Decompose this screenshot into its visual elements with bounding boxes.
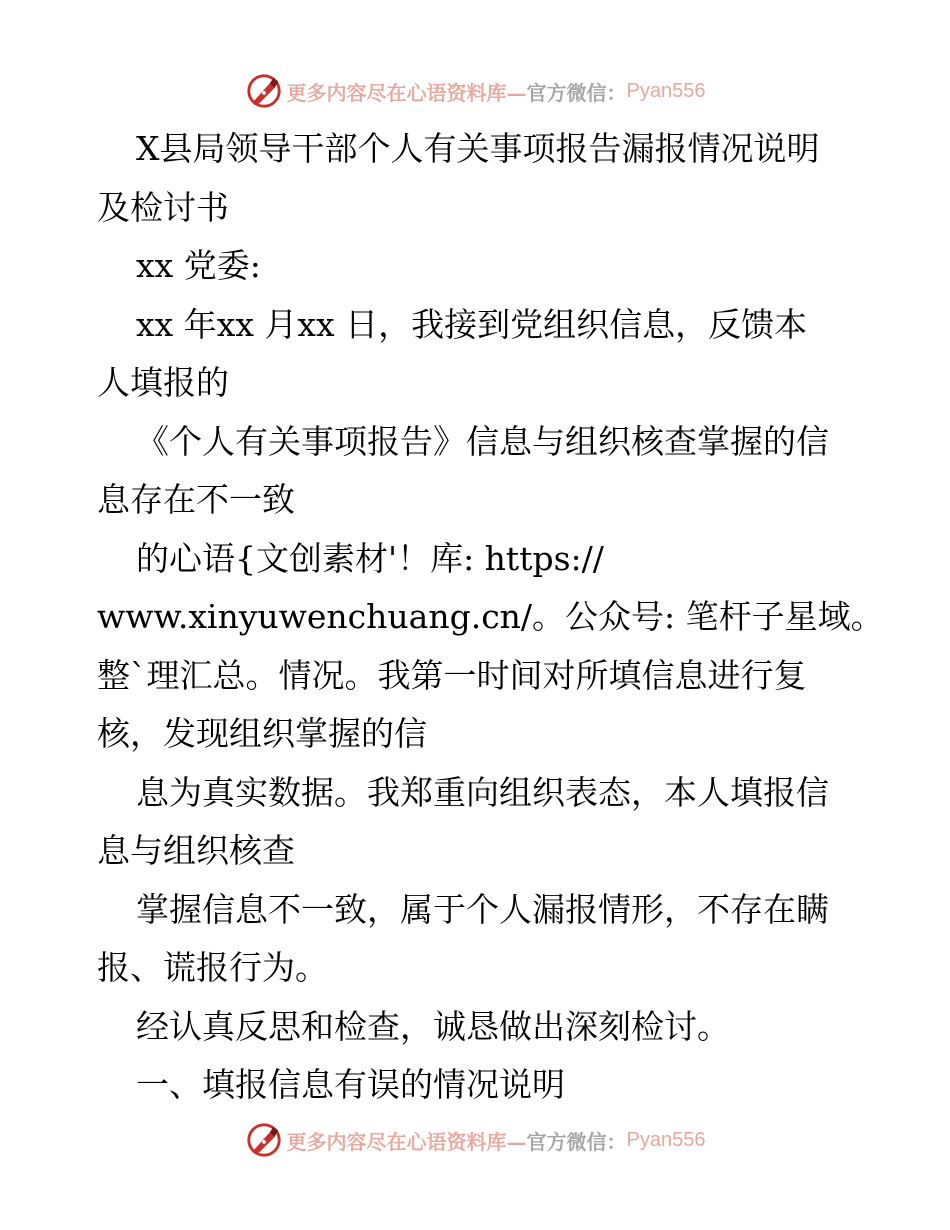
document-title-line-1: X县局领导干部个人有关事项报告漏报情况说明 — [136, 129, 820, 168]
watermark-wechat-label: 官方微信： — [526, 1129, 627, 1154]
body-line: 人填报的 — [97, 363, 229, 402]
body-line: 经认真反思和检查，诚恳做出深刻检讨。 — [136, 1006, 730, 1046]
body-line: 息为真实数据。我郑重向组织表态，本人填报信 — [136, 772, 829, 812]
body-line: 整`理汇总。情况。我第一时间对所填信息进行复 — [97, 655, 807, 695]
pen-nib-logo-icon — [245, 72, 283, 110]
body-line: xx 年xx 月xx 日，我接到党组织信息，反馈本 — [136, 304, 808, 344]
watermark-main-text: 更多内容尽在心语资料库— — [286, 80, 527, 105]
document-title-line-2: 及检讨书 — [97, 187, 229, 227]
body-line: 核，发现组织掌握的信 — [97, 714, 427, 753]
body-line: 息与组织核查 — [97, 831, 295, 870]
footer-watermark-banner — [0, 1120, 950, 1160]
watermark-wechat-label: 官方微信： — [526, 80, 627, 105]
watermark-wechat-id: Pyan556 — [626, 1128, 706, 1151]
body-line: 息存在不一致 — [97, 480, 295, 519]
pen-nib-logo-icon — [245, 1121, 283, 1159]
body-line-url: www.xinyuwenchuang.cn/。公众号: 笔杆子星域。 — [97, 597, 884, 636]
watermark-main-text: 更多内容尽在心语资料库— — [286, 1129, 527, 1154]
header-watermark-banner — [0, 71, 950, 111]
body-line: 掌握信息不一致，属于个人漏报情形，不存在瞒 — [136, 889, 829, 929]
body-line: 报、谎报行为。 — [97, 948, 328, 987]
body-line: 的心语{文创素材'！库: https:// — [136, 538, 604, 578]
document-body — [97, 120, 884, 1115]
watermark-wechat-id: Pyan556 — [626, 79, 706, 102]
section-heading: 一、填报信息有误的情况说明 — [136, 1065, 565, 1104]
salutation: xx 党委: — [136, 246, 261, 285]
body-line: 《个人有关事项报告》信息与组织核查掌握的信 — [136, 421, 829, 461]
